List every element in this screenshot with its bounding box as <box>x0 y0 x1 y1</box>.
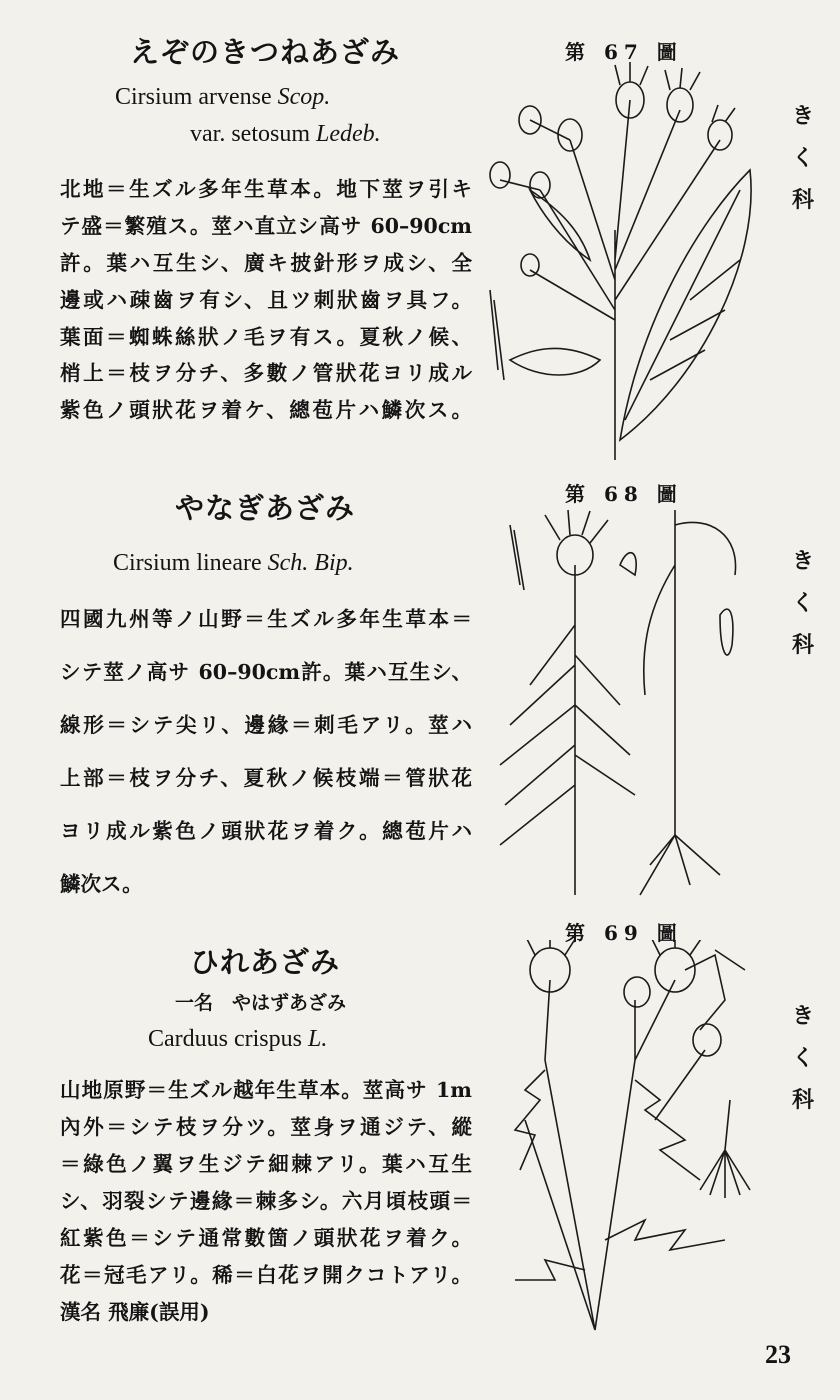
latin-name <box>115 84 330 111</box>
body-line: 山地原野＝生ズル越年生草本。莖高サ 1m <box>60 1078 472 1102</box>
body-line: 紅紫色＝シテ通常數箇ノ頭狀花ヲ着ク。 <box>60 1226 472 1250</box>
entry-title: やなぎあざみ <box>174 491 355 525</box>
figure-label: 第 68 圖 <box>565 482 683 506</box>
alias-name: 一名 やはずあざみ <box>175 992 347 1014</box>
body-line: 邊或ハ疎齒ヲ有シ、且ツ刺狀齒ヲ具フ。 <box>60 288 472 312</box>
family-char: く <box>791 1045 814 1071</box>
body-line: 花＝冠毛アリ。稀＝白花ヲ開クコトアリ。 <box>60 1263 472 1287</box>
family-char: 科 <box>791 187 814 213</box>
body-line: テ盛＝繁殖ス。莖ハ直立シ高サ 60–90cm <box>60 214 472 238</box>
body-line: 鱗次ス。 <box>60 872 143 896</box>
species-name: Carduus crispus <box>148 1026 302 1052</box>
author-name: Sch. Bip. <box>267 550 354 576</box>
family-char: く <box>791 145 814 171</box>
family-label <box>786 540 820 666</box>
family-char: 科 <box>791 1087 814 1113</box>
body-line: シテ莖ノ高サ 60–90cm許。葉ハ互生シ、 <box>60 660 472 684</box>
body-line: 紫色ノ頭狀花ヲ着ケ、總苞片ハ鱗次ス。 <box>60 398 472 422</box>
thistle-illustration-68 <box>490 505 770 900</box>
body-line: ＝綠色ノ翼ヲ生ジテ細棘アリ。葉ハ互生 <box>60 1152 472 1176</box>
figure-label: 第 67 圖 <box>565 40 683 64</box>
thistle-illustration-69 <box>485 940 775 1340</box>
body-line: ヨリ成ル紫色ノ頭狀花ヲ着ク。總苞片ハ <box>60 819 472 843</box>
body-line: 漢名 飛廉(誤用) <box>60 1300 210 1324</box>
family-char: く <box>791 590 814 616</box>
figure-label: 第 69 圖 <box>565 921 683 945</box>
author-name: Ledeb. <box>316 121 381 147</box>
species-name: Cirsium arvense <box>115 84 272 110</box>
body-line: 線形＝シテ尖リ、邊緣＝刺毛アリ。莖ハ <box>60 713 472 737</box>
family-label <box>786 95 820 221</box>
family-char: き <box>791 103 814 129</box>
body-line: 葉面＝蜘蛛絲狀ノ毛ヲ有ス。夏秋ノ候、 <box>60 325 472 349</box>
author-name: L. <box>307 1026 328 1052</box>
family-label <box>786 995 820 1121</box>
body-line: 北地＝生ズル多年生草本。地下莖ヲ引キ <box>60 177 472 201</box>
thistle-illustration-67 <box>480 60 780 460</box>
family-char: 科 <box>791 632 814 658</box>
body-line: 許。葉ハ互生シ、廣キ披針形ヲ成シ、全 <box>60 251 472 275</box>
latin-variety <box>190 121 381 148</box>
latin-name <box>113 550 354 577</box>
family-char: き <box>791 1003 814 1029</box>
author-name: Scop. <box>277 84 331 110</box>
body-line: シ、羽裂シテ邊緣＝棘多シ。六月頃枝頭＝ <box>60 1189 472 1213</box>
body-line: 上部＝枝ヲ分チ、夏秋ノ候枝端＝管狀花 <box>60 766 472 790</box>
species-name: Cirsium lineare <box>113 550 262 576</box>
page-number: 23 <box>765 1340 791 1369</box>
entry-title: えぞのきつねあざみ <box>129 35 400 69</box>
variety-name: var. setosum <box>190 121 310 147</box>
family-char: き <box>791 548 814 574</box>
entry-title: ひれあざみ <box>189 945 340 979</box>
body-line: 梢上＝枝ヲ分チ、多數ノ管狀花ヨリ成ル <box>60 361 472 385</box>
body-line: 內外＝シテ枝ヲ分ツ。莖身ヲ通ジテ、縱 <box>60 1115 472 1139</box>
body-line: 四國九州等ノ山野＝生ズル多年生草本＝ <box>60 607 472 631</box>
latin-name <box>148 1026 327 1053</box>
